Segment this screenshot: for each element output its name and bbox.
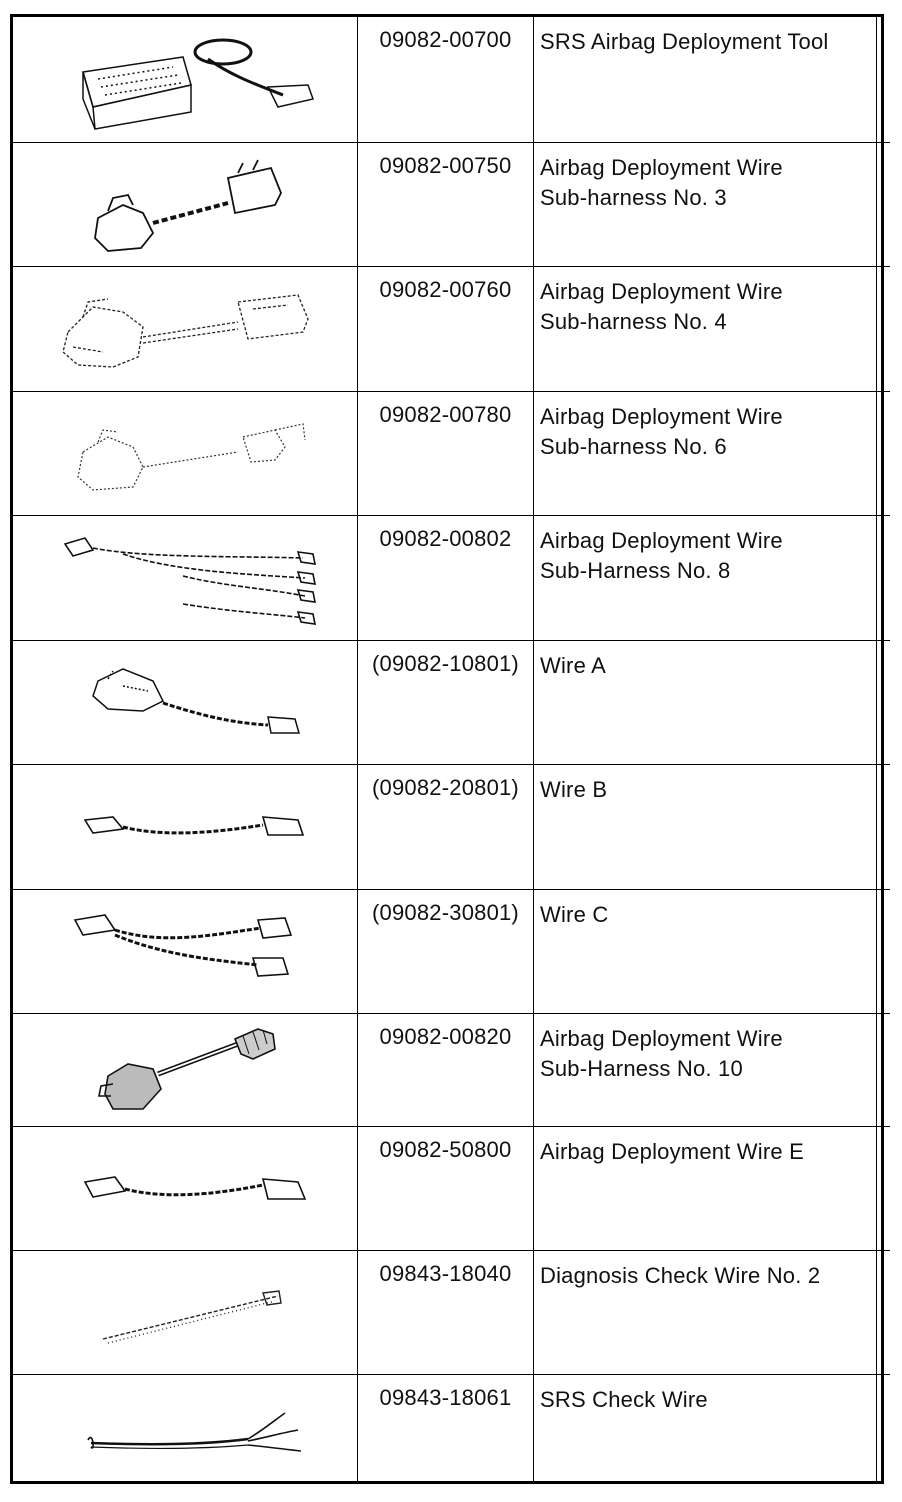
- part-number: 09082-00750: [358, 142, 534, 266]
- tool-name: [534, 391, 877, 515]
- blank-cell: [877, 640, 891, 764]
- tool-name-line1: SRS Airbag Deployment Tool: [540, 29, 829, 54]
- check-wire-icon: [13, 1375, 357, 1484]
- tool-name-line1: Wire A: [540, 652, 606, 678]
- tool-name-line1: Diagnosis Check Wire No. 2: [540, 1262, 821, 1288]
- blank-cell: [877, 142, 891, 266]
- tool-name: [534, 17, 877, 142]
- check-wire-icon: [13, 1251, 357, 1374]
- part-number: 09843-18040: [358, 1250, 534, 1374]
- blank-cell: [877, 17, 891, 142]
- tool-name-line1: Airbag Deployment Wire: [540, 154, 783, 180]
- tool-name-line1: Airbag Deployment Wire: [540, 278, 783, 304]
- special-tools-sheet: [10, 14, 884, 1484]
- multi-wire-harness-icon: [13, 516, 357, 640]
- tool-name: [534, 1126, 877, 1250]
- blank-cell: [877, 764, 891, 889]
- part-number: 09082-00780: [358, 391, 534, 515]
- tool-name-line1: SRS Check Wire: [540, 1386, 708, 1412]
- tool-illustration-cell: [13, 17, 358, 142]
- part-number: (09082-30801): [358, 889, 534, 1013]
- part-number: 09843-18061: [358, 1374, 534, 1484]
- tool-illustration-cell: [13, 515, 358, 640]
- table-row: [13, 889, 890, 1013]
- tool-illustration-cell: [13, 266, 358, 391]
- tool-name-line2: Sub-Harness No. 10: [540, 1055, 743, 1081]
- blank-cell: [877, 1250, 891, 1374]
- part-number: (09082-20801): [358, 764, 534, 889]
- double-wire-icon: [13, 890, 357, 1013]
- tool-name-line2: Sub-Harness No. 8: [540, 557, 731, 583]
- tool-name-line2: Sub-harness No. 4: [540, 308, 727, 334]
- sub-harness-icon: [13, 143, 357, 266]
- tool-illustration-cell: [13, 764, 358, 889]
- sub-harness-icon: [13, 267, 357, 391]
- blank-cell: [877, 1126, 891, 1250]
- tool-name-line1: Airbag Deployment Wire E: [540, 1138, 805, 1164]
- tool-illustration-cell: [13, 1013, 358, 1126]
- wire-icon: [13, 641, 357, 764]
- part-number: 09082-00820: [358, 1013, 534, 1126]
- blank-cell: [877, 391, 891, 515]
- tool-name-line1: Wire B: [540, 776, 608, 802]
- table-row: [13, 1126, 890, 1250]
- table-row: [13, 1374, 890, 1484]
- tool-illustration-cell: [13, 1250, 358, 1374]
- tool-illustration-cell: [13, 889, 358, 1013]
- tool-illustration-cell: [13, 640, 358, 764]
- deployment-tool-icon: [13, 17, 357, 141]
- blank-cell: [877, 515, 891, 640]
- part-number: 09082-00700: [358, 17, 534, 142]
- tool-illustration-cell: [13, 1374, 358, 1484]
- table-row: [13, 391, 890, 515]
- table-row: [13, 515, 890, 640]
- tool-name: [534, 515, 877, 640]
- tool-name-line1: Airbag Deployment Wire: [540, 1025, 783, 1051]
- part-number: (09082-10801): [358, 640, 534, 764]
- sub-harness-icon: [13, 392, 357, 515]
- tool-name: [534, 266, 877, 391]
- tool-name: [534, 1013, 877, 1126]
- table-row: [13, 142, 890, 266]
- table-row: [13, 266, 890, 391]
- tool-name: [534, 1374, 877, 1484]
- special-tools-table: [13, 17, 890, 1484]
- tool-name: [534, 640, 877, 764]
- part-number: 09082-00760: [358, 266, 534, 391]
- tool-name-line1: Wire C: [540, 901, 609, 927]
- tool-name: [534, 764, 877, 889]
- table-row: [13, 17, 890, 142]
- table-row: [13, 640, 890, 764]
- tool-illustration-cell: [13, 1126, 358, 1250]
- tool-name-line1: Airbag Deployment Wire: [540, 403, 783, 429]
- blank-cell: [877, 889, 891, 1013]
- connector-wire-icon: [13, 1014, 357, 1126]
- table-row: [13, 1250, 890, 1374]
- tool-name-line2: Sub-harness No. 3: [540, 184, 727, 210]
- tool-illustration-cell: [13, 391, 358, 515]
- tool-illustration-cell: [13, 142, 358, 266]
- tool-name: [534, 889, 877, 1013]
- blank-cell: [877, 266, 891, 391]
- blank-cell: [877, 1374, 891, 1484]
- tool-name-line1: Airbag Deployment Wire: [540, 527, 783, 553]
- blank-cell: [877, 1013, 891, 1126]
- table-row: [13, 764, 890, 889]
- tool-name-line2: Sub-harness No. 6: [540, 433, 727, 459]
- wire-icon: [13, 765, 357, 889]
- table-row: [13, 1013, 890, 1126]
- part-number: 09082-50800: [358, 1126, 534, 1250]
- part-number: 09082-00802: [358, 515, 534, 640]
- wire-icon: [13, 1127, 357, 1250]
- tool-name: [534, 1250, 877, 1374]
- tool-name: [534, 142, 877, 266]
